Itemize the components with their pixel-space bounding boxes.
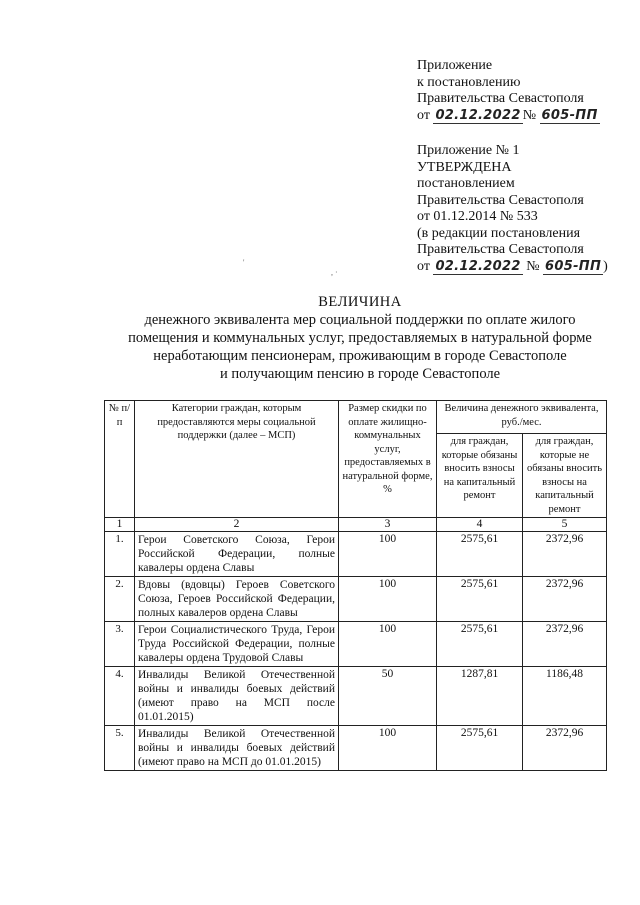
from-prefix: от (417, 258, 430, 274)
resolution-date: от 01.12.2014 № 533 (417, 209, 538, 224)
benefits-table (104, 400, 607, 771)
handwritten-number: 605-ПП (541, 107, 598, 123)
row-value-obliged: 2575,61 (437, 622, 523, 667)
column-number-row (105, 518, 607, 532)
row-discount: 100 (339, 726, 437, 771)
row-discount: 100 (339, 532, 437, 577)
row-number: 4. (105, 667, 135, 726)
row-discount: 100 (339, 577, 437, 622)
revision-authority: Правительства Севастополя (417, 242, 584, 257)
row-value-obliged: 2575,61 (437, 726, 523, 771)
annex-authority: Правительства Севастополя (417, 91, 584, 106)
row-number: 2. (105, 577, 135, 622)
handwritten-date: 02.12.2022 (435, 107, 521, 123)
table-row (105, 577, 607, 622)
row-value-obliged: 2575,61 (437, 532, 523, 577)
revision-date-line (417, 259, 608, 276)
row-number: 1. (105, 532, 135, 577)
approval-block-annex-1 (417, 143, 608, 275)
title-line: денежного эквивалента мер социальной поддержки по оплате жилого (144, 312, 576, 328)
handwritten-number: 605-ПП (545, 258, 602, 274)
row-value-not-obliged: 2372,96 (523, 577, 607, 622)
handwritten-date: 02.12.2022 (435, 258, 521, 274)
annex-number: Приложение № 1 (417, 143, 520, 158)
row-category: Вдовы (вдовцы) Героев Советского Союза, Героев Российской Федерации, полных кавалеров ордена Славы (135, 577, 339, 622)
row-discount: 50 (339, 667, 437, 726)
column-number: 2 (135, 518, 339, 532)
title-heading: ВЕЛИЧИНА (318, 294, 402, 310)
table-row (105, 622, 607, 667)
header-not-obliged: для граждан, которые не обязаны вносить взносы на капитальный ремонт (523, 434, 607, 518)
header-obliged: для граждан, которые обязаны вносить взносы на капитальный ремонт (437, 434, 523, 518)
row-number: 3. (105, 622, 135, 667)
title-line: неработающим пенсионерам, проживающим в городе Севастополе (153, 348, 567, 364)
resolution-authority: Правительства Севастополя (417, 192, 584, 208)
column-number: 1 (105, 518, 135, 532)
row-number: 5. (105, 726, 135, 771)
document-title (60, 293, 640, 383)
closing-paren: ) (603, 258, 608, 274)
annex-subtitle: к постановлению (417, 74, 521, 90)
approved-label: УТВЕРЖДЕНА (417, 159, 512, 175)
row-value-not-obliged: 2372,96 (523, 726, 607, 771)
annex-label: Приложение (417, 58, 493, 73)
number-sign: № (526, 258, 540, 274)
table-header-row (105, 401, 607, 434)
annex-date-line (417, 108, 600, 125)
row-category: Инвалиды Великой Отечественной войны и инвалиды боевых действий (имеют право на МСП после 01.01.2015) (135, 667, 339, 726)
row-value-not-obliged: 2372,96 (523, 622, 607, 667)
from-prefix: от (417, 107, 430, 123)
row-value-not-obliged: 2372,96 (523, 532, 607, 577)
row-discount: 100 (339, 622, 437, 667)
row-value-not-obliged: 1186,48 (523, 667, 607, 726)
row-value-obliged: 1287,81 (437, 667, 523, 726)
revision-note: (в редакции постановления (417, 225, 581, 241)
title-line: помещения и коммунальных услуг, предоставляемых в натуральной форме (128, 330, 592, 346)
table-row (105, 532, 607, 577)
number-sign: № (522, 107, 537, 123)
approval-block-annex (417, 58, 600, 124)
column-number: 4 (437, 518, 523, 532)
header-value: Величина денежного эквивалента, руб./мес. (437, 401, 607, 434)
column-number: 5 (523, 518, 607, 532)
column-number: 3 (339, 518, 437, 532)
row-category: Инвалиды Великой Отечественной войны и инвалиды боевых действий (имеют право на МСП до 01.01.2015) (135, 726, 339, 771)
scan-speck: ' (243, 258, 245, 267)
table-row (105, 726, 607, 771)
resolution-label: постановлением (417, 176, 515, 191)
header-num: № п/п (105, 401, 135, 518)
row-category: Герои Социалистического Труда, Герои Труда Российской Федерации, полные кавалеры ордена Трудовой Славы (135, 622, 339, 667)
title-line: и получающим пенсию в городе Севастополе (219, 366, 501, 382)
table-row (105, 667, 607, 726)
header-discount: Размер скидки по оплате жилищно-коммунальных услуг, предоставляемых в натуральной форме, % (339, 401, 437, 518)
row-category: Герои Советского Союза, Герои Российской Федерации, полные кавалеры ордена Славы (135, 532, 339, 577)
row-value-obliged: 2575,61 (437, 577, 523, 622)
scan-speck: , · (331, 268, 338, 277)
header-category: Категории граждан, которым предоставляются меры социальной поддержки (далее – МСП) (135, 401, 339, 518)
